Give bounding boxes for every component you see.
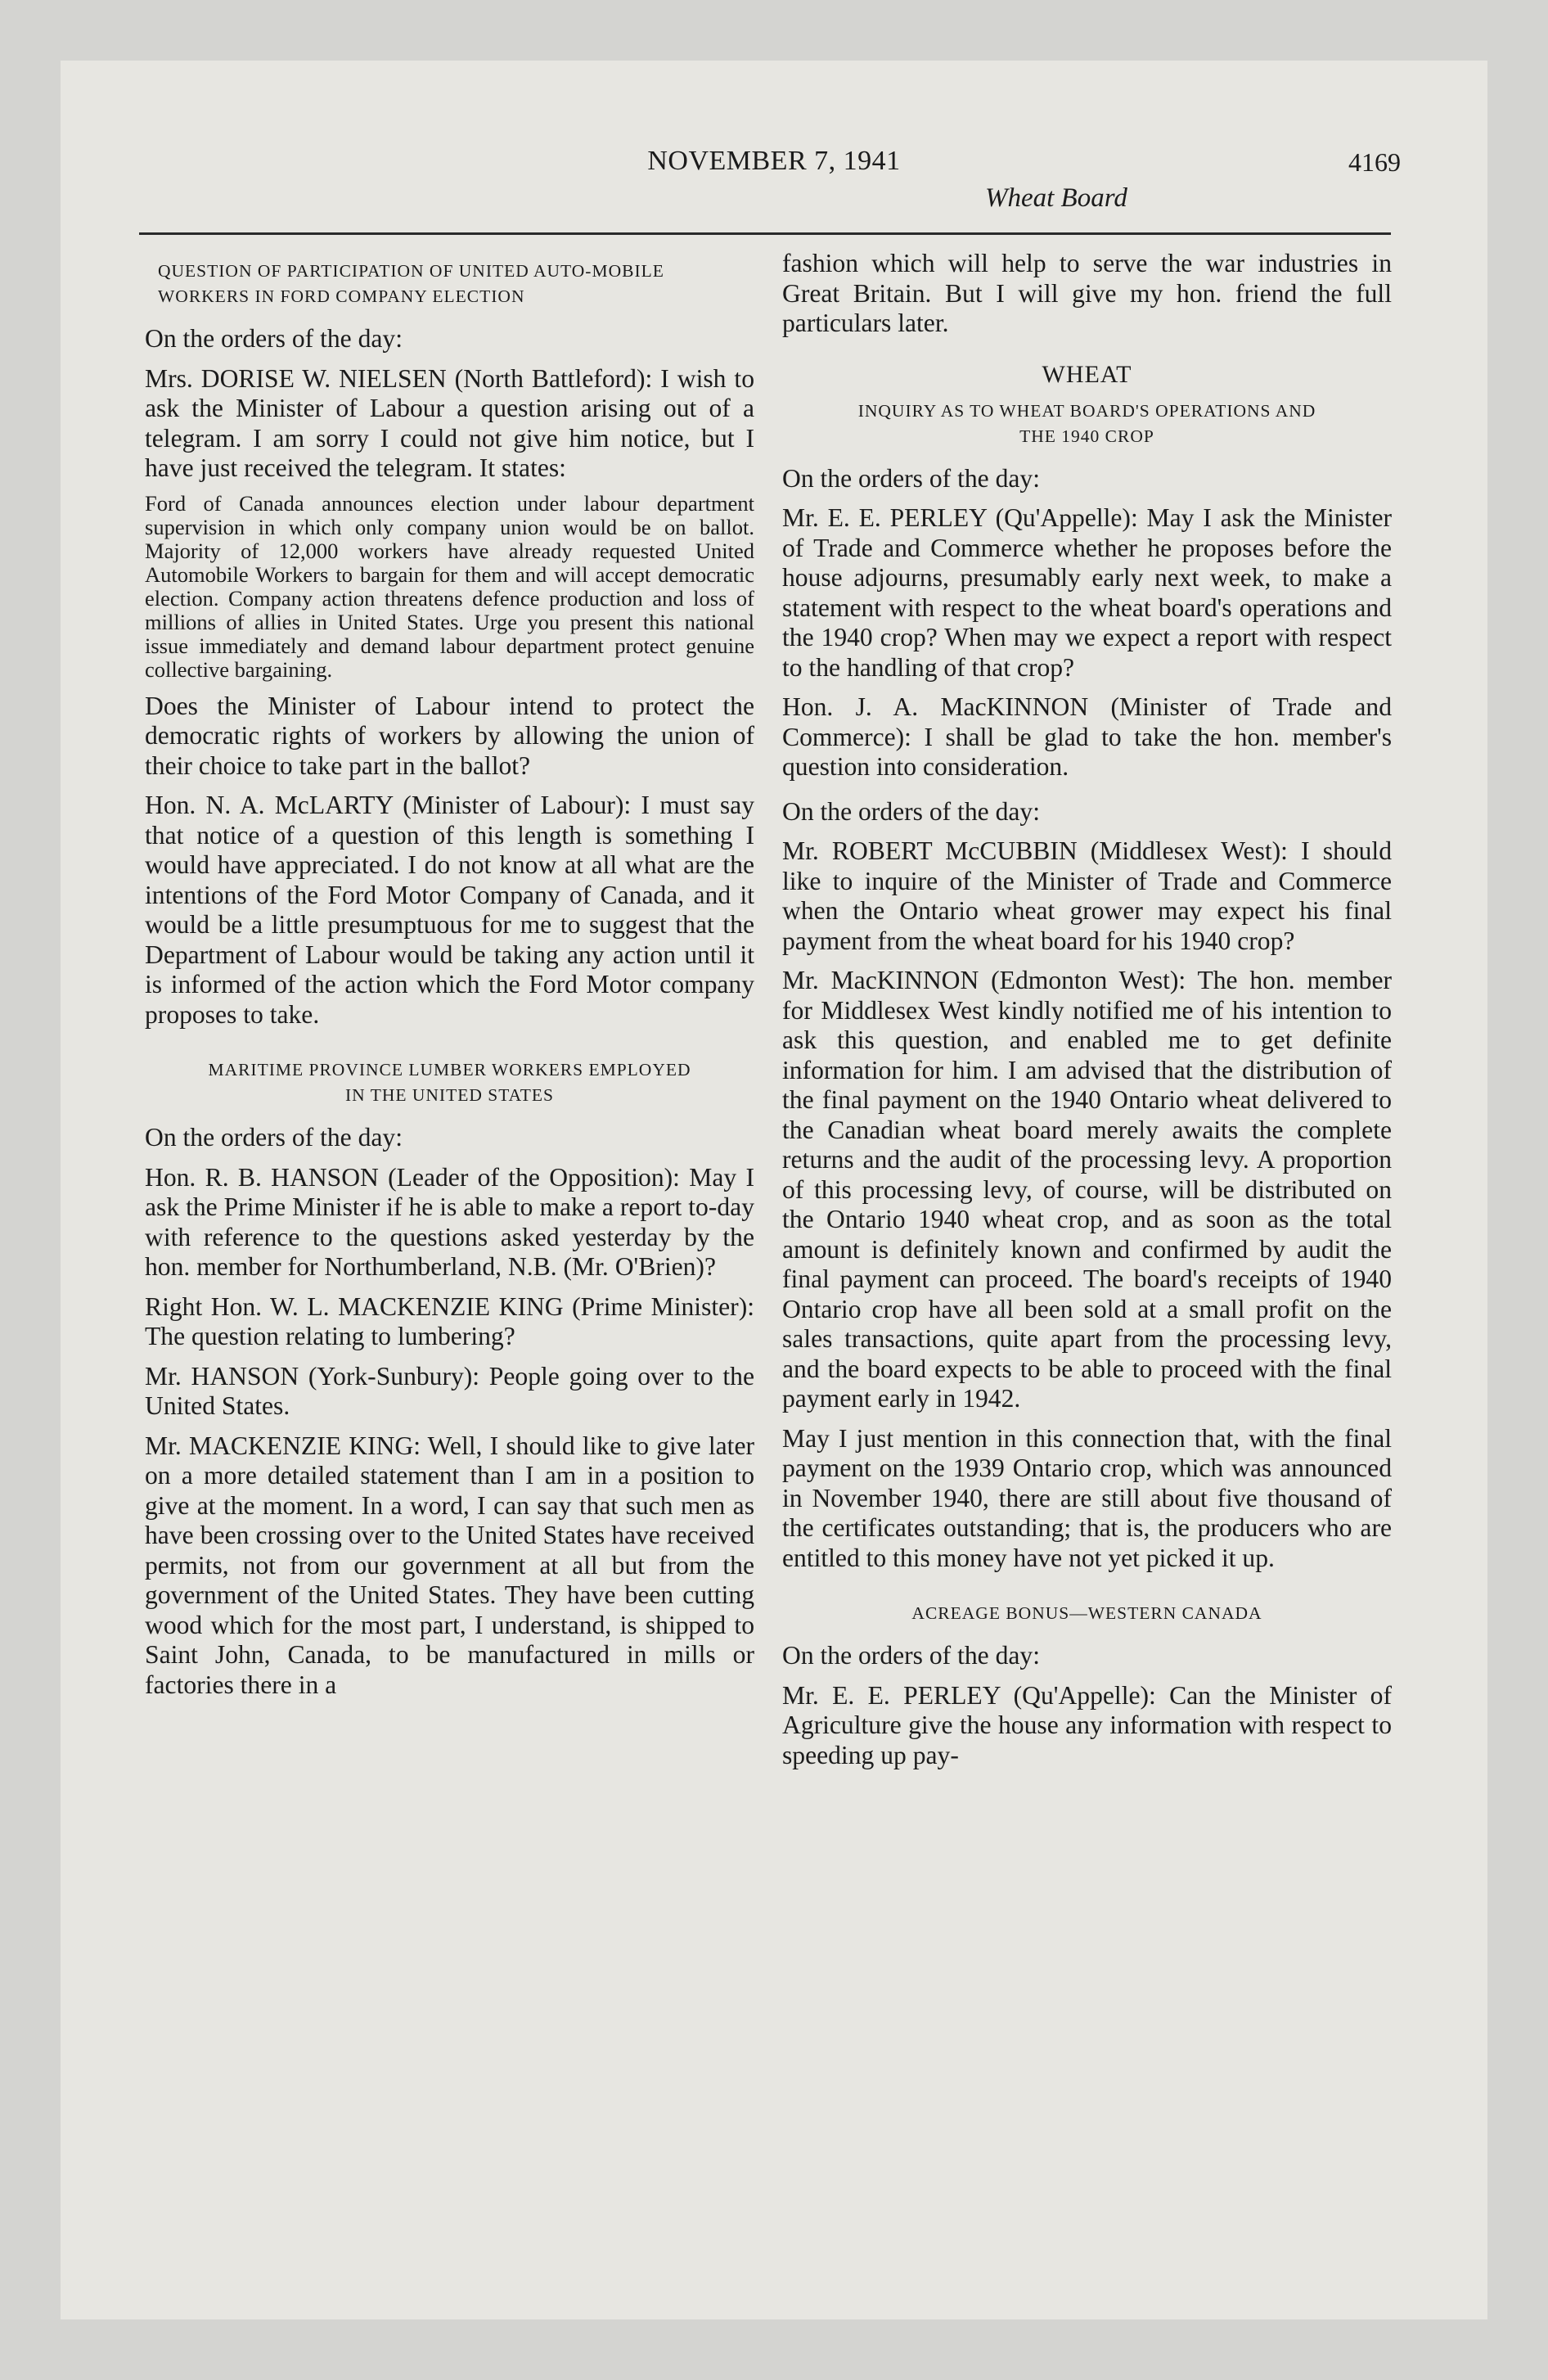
paragraph-mackinnon-2: Mr. MacKINNON (Edmonton West): The hon. member for Middlesex West kindly notified me of his intention to ask this question, and enabled me to get definite information for him. I am advised that the distribution of the final payment on the 1940 Ontario wheat delivered to the Canadian wheat board merely awaits the complete returns and the audit of the processing levy. A proportion of this processing levy, of course, will be distributed on the Ontario 1940 wheat crop, and as soon as the total amount is definitely known and confirmed by audit the final payment can proceed. The board's receipts of 1940 Ontario crop have all been sold at a small profit on the sales transactions, quite apart from the processing levy, and the board expects to be able to proceed with the final payment early in 1942.: [782, 966, 1392, 1413]
page-number: 4169: [1348, 147, 1401, 177]
header-rule: [139, 232, 1391, 235]
telegram-quote: Ford of Canada announces election under labour department supervision in which only company union would be on ballot. Majority of 12,000 workers have already requested United Automobile Workers to bargain for them and will accept democratic election. Company action threatens defence production and loss of millions of allies in United States. Urge you present this national issue immediately and demand labour department protect genuine collective bargaining.: [145, 490, 754, 682]
paragraph-king-2: Mr. MACKENZIE KING: Well, I should like to give later on a more detailed statement than I am in a position to give at the moment. In a word, I can say that such men as have been crossing over to the United States have received permits, not from our government at all but from the government of the United States. They have been cutting wood which for the most part, I understand, is shipped to Saint John, Canada, to be manufactured in mills or factories there in a: [145, 1431, 754, 1699]
orders-of-the-day: On the orders of the day:: [782, 796, 1040, 826]
header-date: NOVEMBER 7, 1941: [647, 146, 901, 176]
paragraph-hanson-2: Mr. HANSON (York-Sunbury): People going over to the United States.: [145, 1361, 754, 1420]
paragraph-hanson: Hon. R. B. HANSON (Leader of the Opposition): May I ask the Prime Minister if he is able to make a report to-day with reference to the questions asked yesterday by the hon. member for Northumberland, N.B. (Mr. O'Brien)?: [145, 1162, 754, 1281]
paragraph-continued: fashion which will help to serve the war industries in Great Britain. But I will give my hon. friend the full particulars later.: [782, 249, 1392, 337]
paragraph-mclarty: Hon. N. A. McLARTY (Minister of Labour): I must say that notice of a question of this length is something I would have appreciated. I do not know at all what are the intentions of the Ford Motor Company of Canada, and it would be a little presumptuous for me to suggest that the Department of Labour would be taking any action until it is informed of the action which the Ford Motor company proposes to take.: [145, 791, 754, 1029]
orders-of-the-day: On the orders of the day:: [782, 1641, 1040, 1670]
paragraph-king-1: Right Hon. W. L. MACKENZIE KING (Prime Minister): The question relating to lumbering?: [145, 1291, 754, 1350]
subheading-inquiry-b: THE 1940 CROP: [1019, 426, 1154, 446]
section-heading-lumber-b: IN THE UNITED STATES: [345, 1085, 554, 1105]
section-heading-wheat: WHEAT: [1042, 360, 1132, 388]
section-heading-lumber-a: MARITIME PROVINCE LUMBER WORKERS EMPLOYED: [208, 1060, 691, 1080]
paragraph-mackinnon-3: May I just mention in this connection that, with the final payment on the 1939 Ontario crop, which was announced in November 1940, there are still about five thousand of the certificates outstanding; that is, the producers who are entitled to this money have not yet picked it up.: [782, 1423, 1392, 1572]
paragraph-mackinnon-1: Hon. J. A. MacKINNON (Minister of Trade and Commerce): I shall be glad to take the hon. member's question into consideration.: [782, 692, 1392, 781]
paragraph-perley: Mr. E. E. PERLEY (Qu'Appelle): May I ask the Minister of Trade and Commerce whether he proposes before the house adjourns, presumably early next week, to make a statement with respect to the wheat board's operations and the 1940 crop? When may we expect a report with respect to the handling of that crop?: [782, 503, 1392, 682]
right-column: [782, 246, 1392, 1770]
orders-of-the-day: On the orders of the day:: [782, 463, 1040, 493]
left-column: [145, 246, 754, 1700]
orders-of-the-day: On the orders of the day:: [145, 324, 403, 353]
section-heading-ford-election: QUESTION OF PARTICIPATION OF UNITED AUTO-MOBILE WORKERS IN FORD COMPANY ELECTION: [158, 261, 664, 306]
paragraph-nielsen: Mrs. DORISE W. NIELSEN (North Battleford): I wish to ask the Minister of Labour a question arising out of a telegram. I am sorry I could not give him notice, but I have just received the telegram. It states:: [145, 363, 754, 482]
paragraph-perley-2: Mr. E. E. PERLEY (Qu'Appelle): Can the Minister of Agriculture give the house any information with respect to speeding up pay-: [782, 1680, 1392, 1769]
running-head-section: Wheat Board: [985, 183, 1127, 213]
subheading-inquiry-a: INQUIRY AS TO WHEAT BOARD'S OPERATIONS AND: [857, 400, 1316, 421]
orders-of-the-day: On the orders of the day:: [145, 1123, 403, 1152]
section-heading-acreage-bonus: ACREAGE BONUS—WESTERN CANADA: [911, 1603, 1262, 1623]
paragraph-question: Does the Minister of Labour intend to protect the democratic rights of workers by allowing the union of their choice to take part in the ballot?: [145, 691, 754, 780]
paragraph-mccubbin: Mr. ROBERT McCUBBIN (Middlesex West): I should like to inquire of the Minister of Trade and Commerce when the Ontario wheat grower may expect his final payment from the wheat board for his 1940 crop?: [782, 836, 1392, 955]
